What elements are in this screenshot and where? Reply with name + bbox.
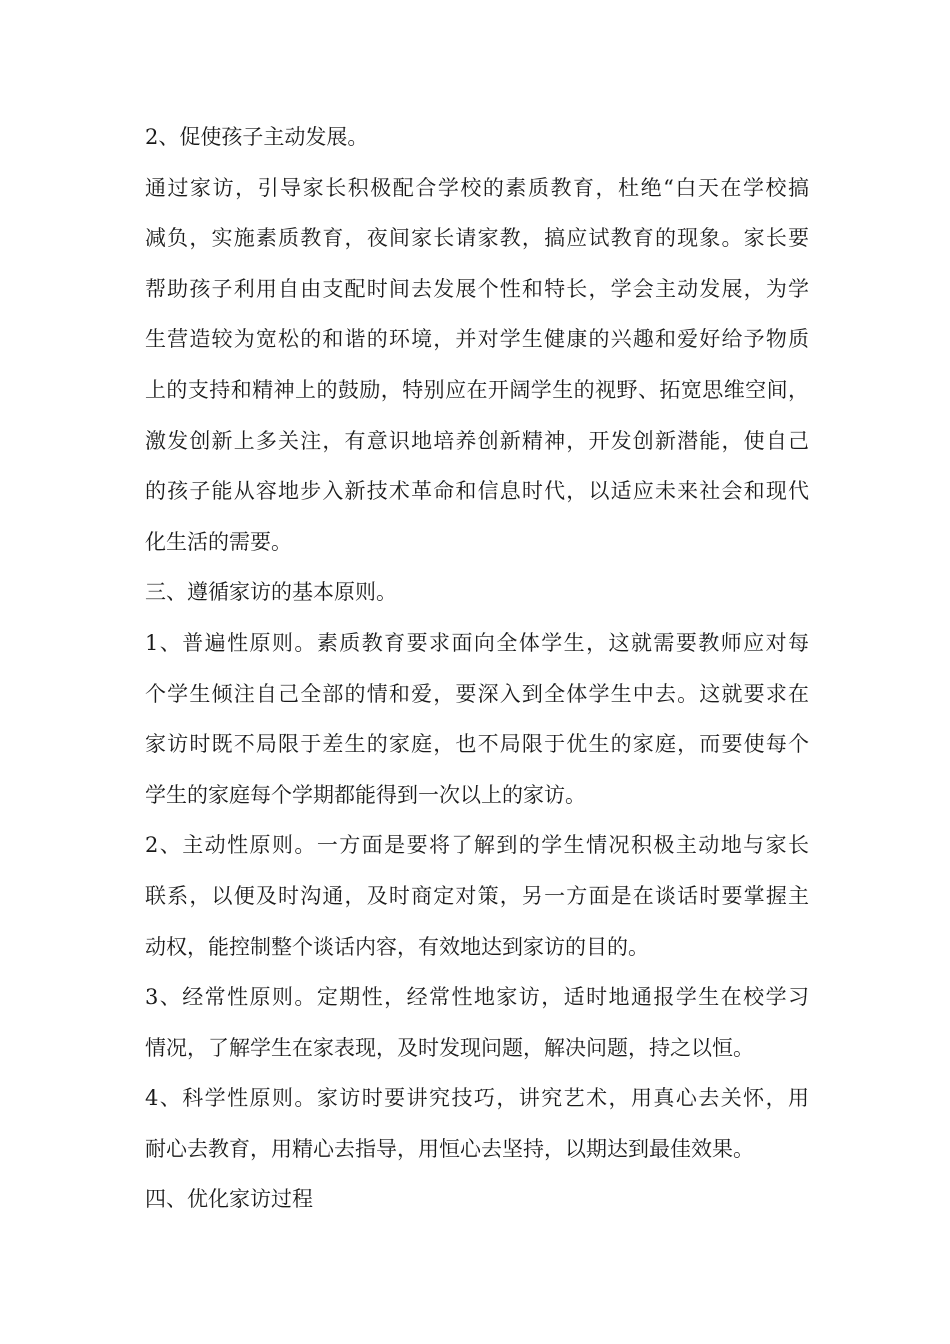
paragraph-line-end: 化生活的需要。 (145, 529, 292, 554)
paragraph-line: 生营造较为宽松的和谐的环境，并对学生健康的兴趣和爱好给予物质 (145, 327, 809, 352)
principle-scientific-line: 4、科学性原则。家访时要讲究技巧，讲究艺术，用真心去关怀，用 (145, 1086, 809, 1111)
paragraph-line: 帮助孩子利用自由支配时间去发展个性和特长，学会主动发展，为学 (145, 276, 809, 301)
document-body (145, 112, 809, 1225)
paragraph-line: 通过家访，引导家长积极配合学校的素质教育，杜绝“白天在学校搞 (145, 175, 809, 200)
paragraph-line: 的孩子能从容地步入新技术革命和信息时代，以适应未来社会和现代 (145, 479, 809, 504)
principle-universality-line-end: 学生的家庭每个学期都能得到一次以上的家访。 (145, 782, 586, 807)
principle-initiative-line: 2、主动性原则。一方面是要将了解到的学生情况积极主动地与家长 (145, 833, 809, 858)
paragraph-line: 激发创新上多关注，有意识地培养创新精神，开发创新潜能，使自己 (145, 428, 809, 453)
section-heading-basic-principles: 三、遵循家访的基本原则。 (145, 580, 397, 605)
principle-universality-line: 家访时既不局限于差生的家庭，也不局限于优生的家庭，而要使每个 (145, 732, 809, 757)
paragraph-line: 上的支持和精神上的鼓励，特别应在开阔学生的视野、拓宽思维空间， (145, 377, 809, 402)
principle-regularity-line-end: 情况，了解学生在家表现，及时发现问题，解决问题，持之以恒。 (145, 1035, 754, 1060)
principle-regularity-line: 3、经常性原则。定期性，经常性地家访，适时地通报学生在校学习 (145, 985, 809, 1010)
paragraph-line: 减负，实施素质教育，夜间家长请家教，搞应试教育的现象。家长要 (145, 226, 809, 251)
principle-initiative-line: 联系，以便及时沟通，及时商定对策，另一方面是在谈话时要掌握主 (145, 883, 809, 908)
principle-universality-line: 1、普遍性原则。素质教育要求面向全体学生，这就需要教师应对每 (145, 630, 809, 655)
section-heading-optimize-process: 四、优化家访过程 (145, 1187, 313, 1212)
heading-promote-active-development: 2、促使孩子主动发展。 (145, 125, 369, 149)
principle-universality-line: 个学生倾注自己全部的情和爱，要深入到全体学生中去。这就要求在 (145, 681, 809, 706)
principle-initiative-line-end: 动权，能控制整个谈话内容，有效地达到家访的目的。 (145, 934, 649, 959)
principle-scientific-line-end: 耐心去教育，用精心去指导，用恒心去坚持，以期达到最佳效果。 (145, 1136, 754, 1161)
